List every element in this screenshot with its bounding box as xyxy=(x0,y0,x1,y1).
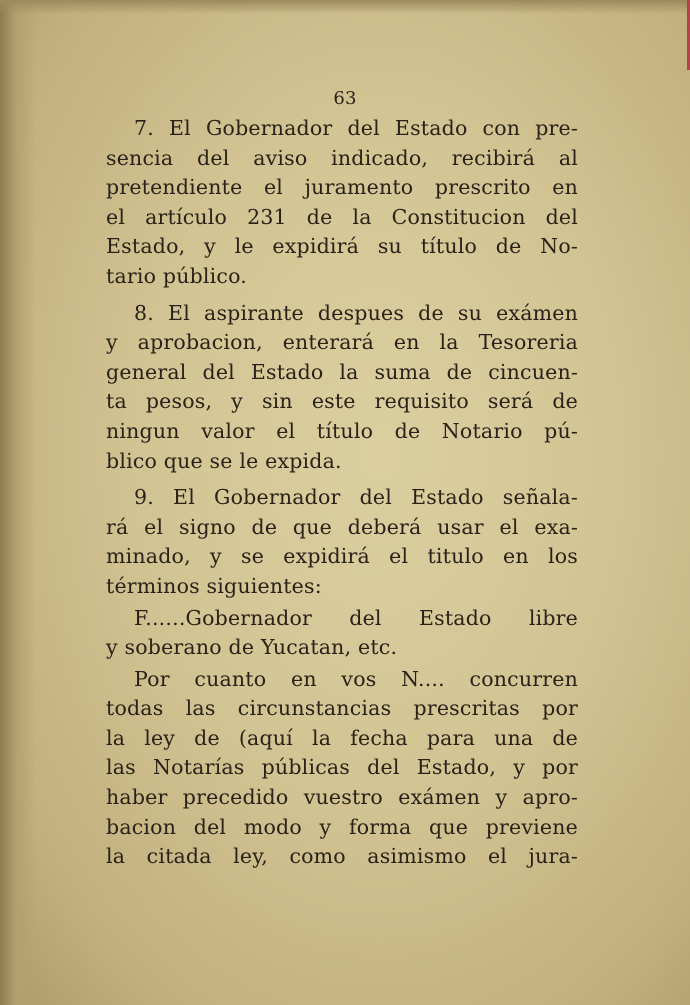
text-line: pretendiente el juramento prescrito en xyxy=(106,175,578,200)
text-line: y soberano de Yucatan, etc. xyxy=(106,635,398,660)
text-line: F......Gobernador del Estado libre xyxy=(134,605,578,630)
text-line: todas las circunstancias prescritas por xyxy=(106,696,578,721)
text-line: general del Estado la suma de cincuen- xyxy=(106,359,578,384)
text-line: y aprobacion, enterará en la Tesoreria xyxy=(106,330,578,355)
text-line: ningun valor el título de Notario pú- xyxy=(106,418,578,443)
text-line: minado, y se expidirá el titulo en los xyxy=(106,544,578,569)
text-line: blico que se le expida. xyxy=(106,448,342,473)
text-line: 8. El aspirante despues de su exámen xyxy=(134,300,578,325)
text-line: 7. El Gobernador del Estado con pre- xyxy=(134,116,578,140)
spine-shadow xyxy=(0,0,36,1005)
text-line: 9. El Gobernador del Estado señala- xyxy=(134,485,578,510)
form-heading xyxy=(106,604,578,663)
text-line: el artículo 231 de la Constitucion del xyxy=(106,204,578,229)
text-line: sencia del aviso indicado, recibirá al xyxy=(106,145,578,170)
text-line: ta pesos, y sin este requisito será de xyxy=(106,389,578,414)
text-line: Por cuanto en vos N.... concurren xyxy=(134,666,578,691)
text-line: la ley de (aquí la fecha para una de xyxy=(106,725,578,750)
text-line: bacion del modo y forma que previene xyxy=(106,814,578,839)
text-line: la citada ley, como asimismo el jura- xyxy=(106,844,578,869)
text-line: las Notarías públicas del Estado, y por xyxy=(106,755,578,780)
text-line: términos siguientes: xyxy=(106,573,322,598)
page-text-block xyxy=(106,84,578,872)
text-line: rá el signo de que deberá usar el exa- xyxy=(106,514,578,539)
paragraph-9 xyxy=(106,483,578,601)
paragraph-7 xyxy=(106,114,578,292)
text-line: Estado, y le expidirá su título de No- xyxy=(106,234,578,259)
paragraph-8 xyxy=(106,299,578,477)
form-body xyxy=(106,665,578,872)
page-number: 63 xyxy=(333,88,357,109)
text-line: haber precedido vuestro exámen y apro- xyxy=(106,785,578,810)
page-top-edge xyxy=(0,0,690,14)
text-line: tario público. xyxy=(106,263,248,288)
